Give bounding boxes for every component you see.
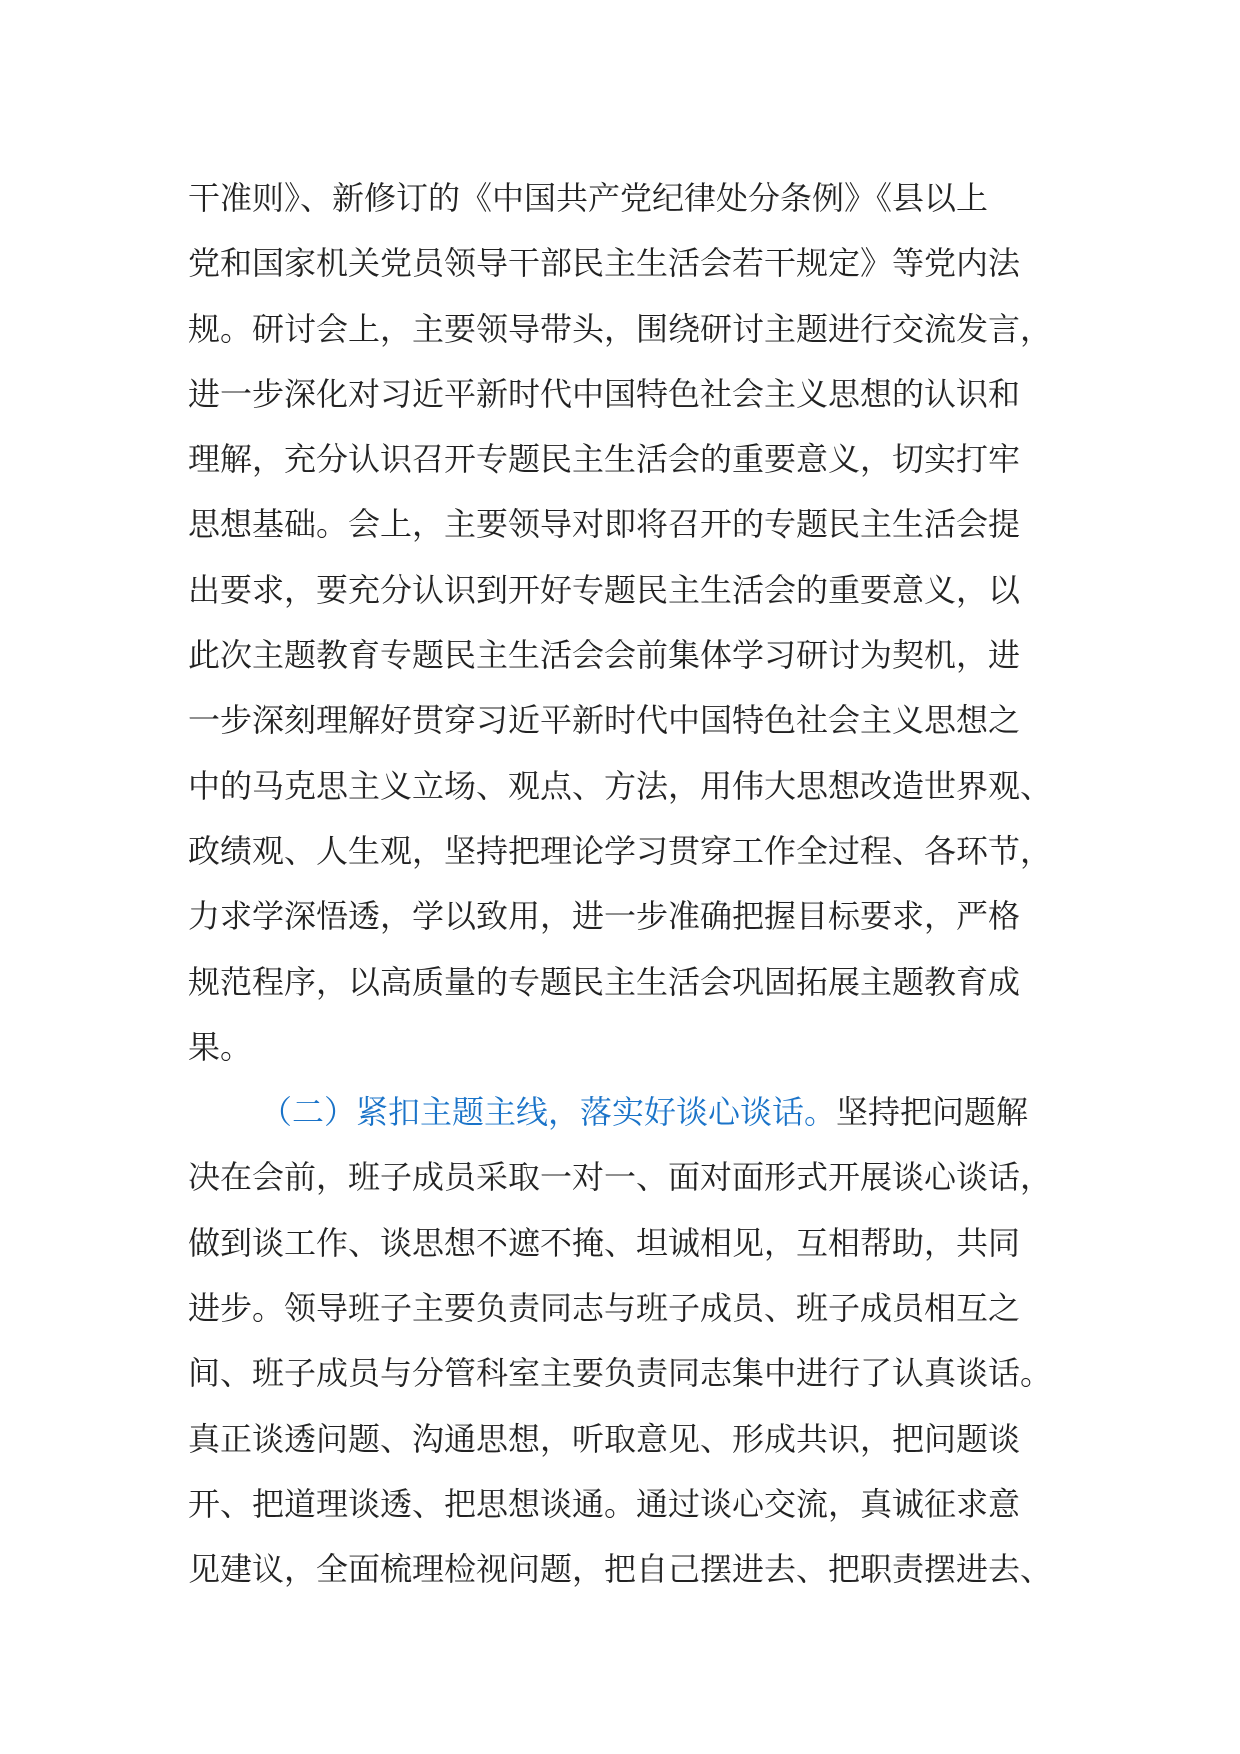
text-line: 政绩观、人生观，坚持把理论学习贯穿工作全过程、各环节， xyxy=(188,831,1053,870)
section-lead-text: 坚持把问题解 xyxy=(836,1093,1029,1132)
text-line: 党和国家机关党员领导干部民主生活会若干规定》等党内法 xyxy=(188,244,1021,283)
text-line: 见建议，全面梳理检视问题，把自己摆进去、把职责摆进去、 xyxy=(188,1550,1053,1589)
text-line: 真正谈透问题、沟通思想，听取意见、形成共识，把问题谈 xyxy=(188,1419,1021,1458)
paragraph-continued xyxy=(188,166,1068,1080)
text-line: 做到谈工作、谈思想不遮不掩、坦诚相见，互相帮助，共同 xyxy=(188,1223,1021,1262)
text-line: 进一步深化对习近平新时代中国特色社会主义思想的认识和 xyxy=(188,374,1021,413)
text-line: 间、班子成员与分管科室主要负责同志集中进行了认真谈话。 xyxy=(188,1354,1053,1393)
section-first-line xyxy=(188,1080,1068,1145)
text-line: 进步。领导班子主要负责同志与班子成员、班子成员相互之 xyxy=(188,1289,1021,1328)
text-line: 规。研讨会上，主要领导带头，围绕研讨主题进行交流发言， xyxy=(188,309,1053,348)
text-line: 决在会前，班子成员采取一对一、面对面形式开展谈心谈话， xyxy=(188,1158,1053,1197)
text-line: 中的马克思主义立场、观点、方法，用伟大思想改造世界观、 xyxy=(188,766,1053,805)
text-line: 干准则》、新修订的《中国共产党纪律处分条例》《县以上 xyxy=(188,179,989,217)
text-line: 此次主题教育专题民主生活会会前集体学习研讨为契机，进 xyxy=(188,636,1021,675)
text-line: 规范程序，以高质量的专题民主生活会巩固拓展主题教育成 xyxy=(188,962,1021,1001)
text-line: 理解，充分认识召开专题民主生活会的重要意义，切实打牢 xyxy=(188,440,1021,479)
text-line: 果。 xyxy=(188,1027,253,1066)
text-line: 开、把道理谈透、把思想谈通。通过谈心交流，真诚征求意 xyxy=(188,1484,1021,1523)
text-line: 力求学深悟透，学以致用，进一步准确把握目标要求，严格 xyxy=(188,897,1021,936)
text-line: 思想基础。会上，主要领导对即将召开的专题民主生活会提 xyxy=(188,505,1021,544)
section-heading: （二）紧扣主题主线，落实好谈心谈话。 xyxy=(260,1093,837,1132)
text-line: 出要求，要充分认识到开好专题民主生活会的重要意义，以 xyxy=(188,570,1021,609)
body-text xyxy=(188,166,1068,1603)
text-line: 一步深刻理解好贯穿习近平新时代中国特色社会主义思想之 xyxy=(188,701,1021,740)
paragraph-section-two xyxy=(188,1080,1068,1602)
